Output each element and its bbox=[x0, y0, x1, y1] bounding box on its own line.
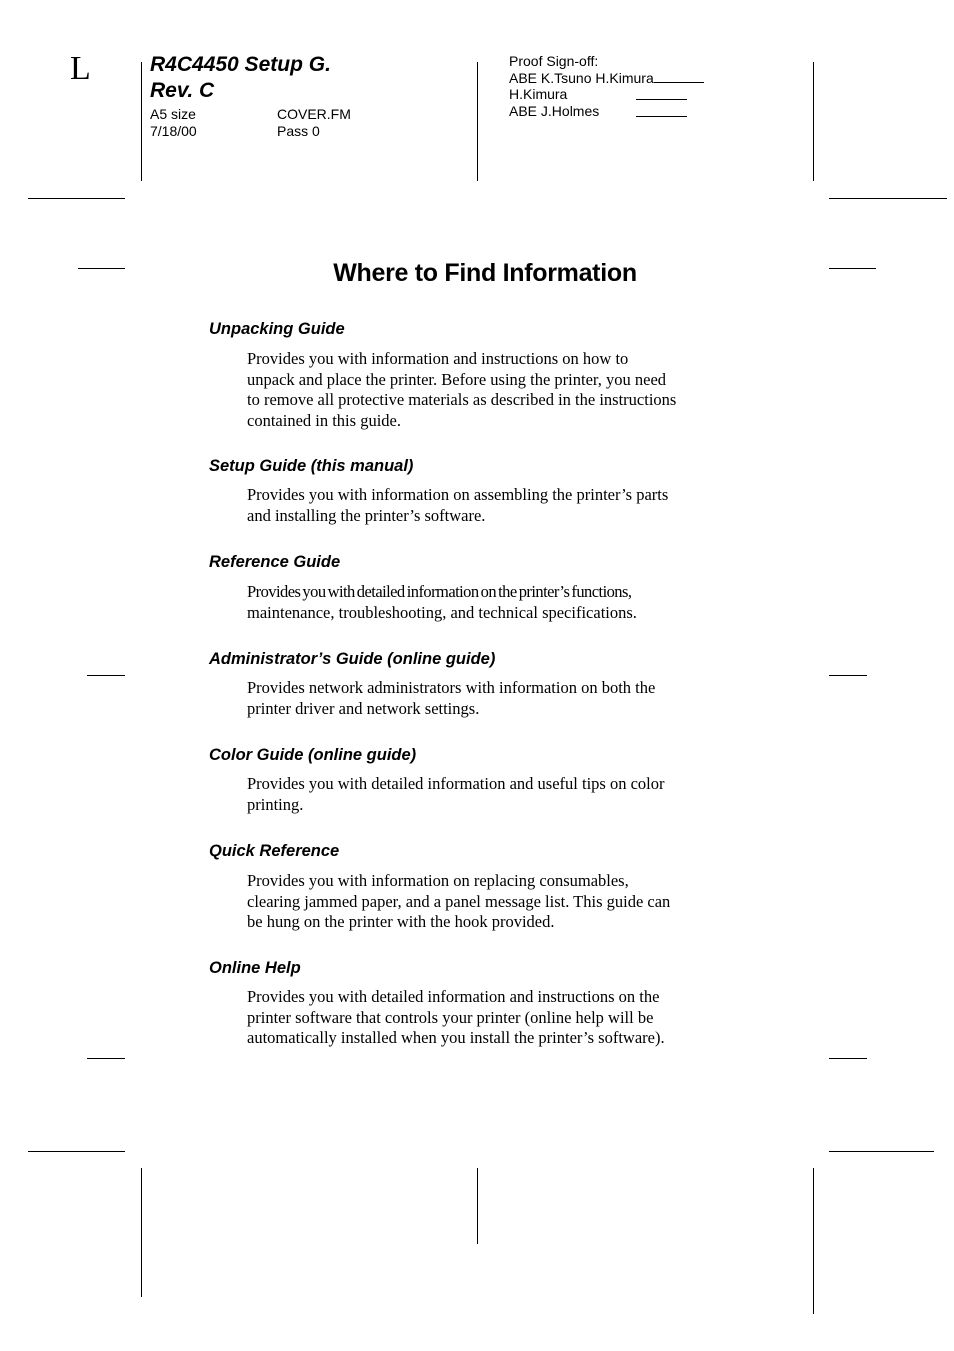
page-size-label: A5 size bbox=[150, 106, 196, 122]
crop-mark bbox=[813, 1168, 814, 1314]
section-body-color-guide bbox=[247, 774, 727, 815]
section-body-online-help bbox=[247, 987, 727, 1049]
crop-mark bbox=[477, 1168, 478, 1244]
crop-mark bbox=[813, 62, 814, 181]
body-line: Provides you with information and instructions on how to bbox=[247, 349, 629, 368]
crop-mark bbox=[28, 198, 125, 199]
signoff-name: ABE K.Tsuno H.Kimura bbox=[509, 70, 654, 86]
signoff-blank bbox=[636, 105, 687, 117]
document-title-line1: R4C4450 Setup G. bbox=[150, 53, 331, 76]
body-line: printer software that controls your printer (online help will be bbox=[247, 1007, 654, 1027]
crop-mark bbox=[141, 62, 142, 181]
crop-mark bbox=[829, 1151, 934, 1152]
file-name-label: COVER.FM bbox=[277, 106, 351, 122]
page-side-letter: L bbox=[70, 50, 91, 87]
body-line: Provides you with information on assembling the printer’s parts bbox=[247, 485, 669, 504]
document-title-line2: Rev. C bbox=[150, 79, 215, 102]
crop-mark bbox=[28, 1151, 125, 1152]
body-line: printer driver and network settings. bbox=[247, 698, 480, 718]
page-title: Where to Find Information bbox=[333, 259, 637, 287]
section-body-setup-guide bbox=[247, 485, 727, 526]
pass-label: Pass 0 bbox=[277, 123, 320, 139]
body-line: Provides you with detailed information on the printer’s functions, bbox=[247, 582, 632, 601]
body-line: Provides network administrators with information on both the bbox=[247, 678, 656, 697]
signoff-row bbox=[509, 86, 567, 103]
crop-mark bbox=[141, 1168, 142, 1297]
body-line: be hung on the printer with the hook provided. bbox=[247, 912, 555, 931]
body-line: and installing the printer’s software. bbox=[247, 505, 486, 525]
section-heading-reference-guide: Reference Guide bbox=[209, 553, 341, 571]
signoff-blank bbox=[636, 88, 687, 100]
section-heading-quick-reference: Quick Reference bbox=[209, 842, 340, 860]
signoff-row bbox=[509, 103, 599, 120]
section-heading-unpacking-guide: Unpacking Guide bbox=[209, 320, 345, 338]
section-heading-color-guide: Color Guide (online guide) bbox=[209, 746, 417, 764]
crop-mark bbox=[87, 1058, 125, 1059]
signoff-name: ABE J.Holmes bbox=[509, 103, 600, 119]
section-body-administrators-guide bbox=[247, 678, 727, 719]
body-line: contained in this guide. bbox=[247, 410, 401, 430]
crop-mark bbox=[829, 675, 867, 676]
section-body-reference-guide bbox=[247, 582, 727, 623]
crop-mark bbox=[829, 1058, 867, 1059]
body-line: unpack and place the printer. Before using the printer, you need bbox=[247, 369, 667, 389]
crop-mark bbox=[829, 198, 947, 199]
crop-mark bbox=[477, 62, 478, 181]
body-line: maintenance, troubleshooting, and technical specifications. bbox=[247, 602, 637, 622]
body-line: Provides you with detailed information and instructions on the bbox=[247, 987, 660, 1006]
date-label: 7/18/00 bbox=[150, 123, 197, 139]
signoff-row bbox=[509, 70, 704, 87]
section-body-quick-reference bbox=[247, 871, 727, 933]
proof-signoff-label: Proof Sign-off: bbox=[509, 53, 599, 69]
body-line: Provides you with information on replacing consumables, bbox=[247, 871, 629, 890]
section-heading-administrators-guide: Administrator’s Guide (online guide) bbox=[209, 650, 496, 668]
section-body-unpacking-guide bbox=[247, 349, 727, 431]
section-heading-online-help: Online Help bbox=[209, 959, 301, 977]
signoff-blank bbox=[654, 71, 704, 83]
body-line: Provides you with detailed information and useful tips on color bbox=[247, 774, 665, 793]
crop-mark bbox=[87, 675, 125, 676]
document-title bbox=[150, 52, 331, 104]
signoff-name: H.Kimura bbox=[509, 86, 568, 102]
body-line: automatically installed when you install the printer’s software). bbox=[247, 1028, 665, 1047]
body-line: to remove all protective materials as described in the instructions bbox=[247, 390, 677, 409]
body-line: printing. bbox=[247, 794, 304, 814]
body-line: clearing jammed paper, and a panel message list. This guide can bbox=[247, 891, 671, 911]
section-heading-setup-guide: Setup Guide (this manual) bbox=[209, 457, 414, 475]
